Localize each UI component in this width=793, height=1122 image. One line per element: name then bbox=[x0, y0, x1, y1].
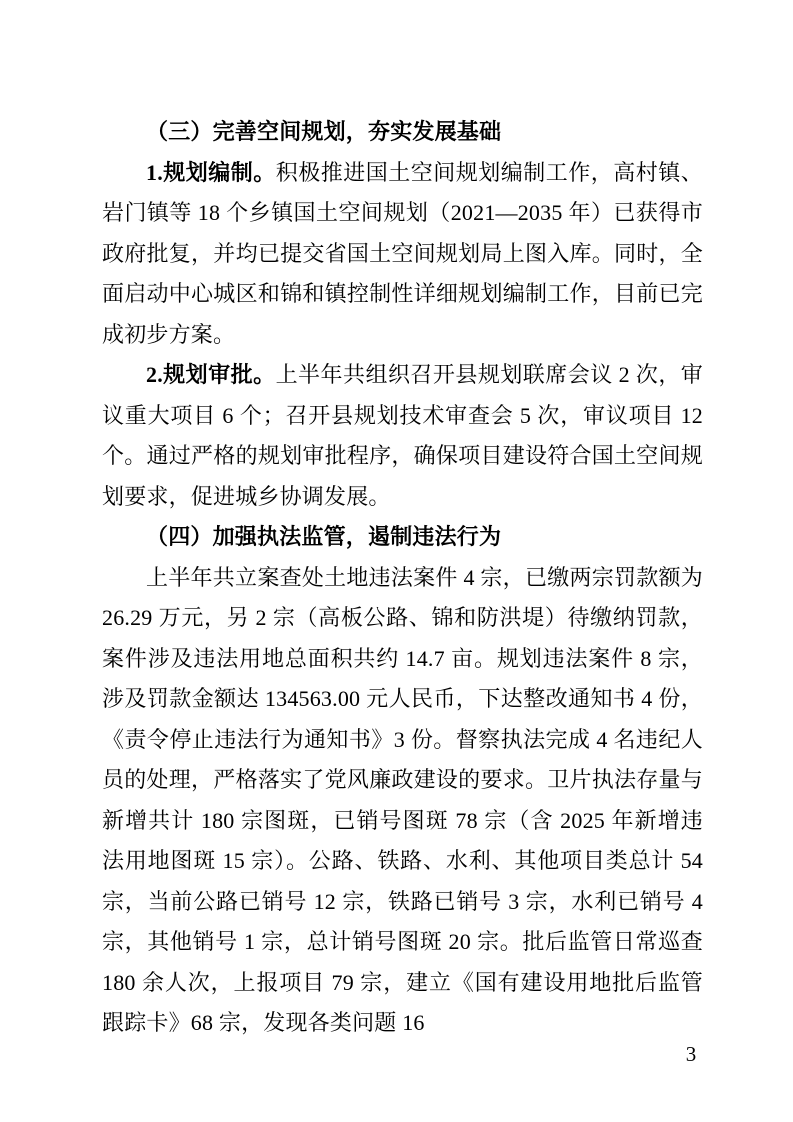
section-heading-3: （三）完善空间规划，夯实发展基础 bbox=[146, 119, 502, 144]
paragraph-text-planning-compilation: 积极推进国土空间规划编制工作，高村镇、岩门镇等 18 个乡镇国土空间规划（2021—2035 年）已获得市政府批复，并均已提交省国土空间规划局上图入库。同时，全面启动中心城区和锦和镇控制性详细规划编制工作，目前已完成初步方案。 bbox=[102, 159, 703, 347]
paragraph-lead-planning-compilation: 1.规划编制。 bbox=[146, 159, 276, 185]
document-body bbox=[102, 112, 703, 1044]
section-heading-4: （四）加强执法监管，遏制违法行为 bbox=[146, 524, 502, 549]
paragraph-planning-compilation bbox=[102, 153, 703, 356]
paragraph-text-planning-approval: 上半年共组织召开县规划联席会议 2 次，审议重大项目 6 个；召开县规划技术审查会 5 次，审议项目 12 个。通过严格的规划审批程序，确保项目建设符合国土空间规划要求，促进城乡协调发展。 bbox=[102, 362, 704, 509]
page-number: 3 bbox=[685, 1042, 697, 1066]
paragraph-lead-planning-approval: 2.规划审批。 bbox=[146, 362, 276, 387]
paragraph-text-law-enforcement: 上半年共立案查处土地违法案件 4 宗，已缴两宗罚款额为 26.29 万元，另 2 宗（高板公路、锦和防洪堤）待缴纳罚款，案件涉及违法用地总面积共约 14.7 亩。规划违法案件 8 宗，涉及罚款金额达 134563.00 元人民币，下达整改通知书 4 份，《责令停止违法行为通知书》3 份。督察执法完成 4 名违纪人员的处理，严格落实了党风廉政建设的要求。卫片执法存量与新增共计 180 宗图斑，已销号图斑 78 宗（含 2025 年新增违法用地图斑 15 宗）。公路、铁路、水利、其他项目类总计 54 宗，当前公路已销号 12 宗，铁路已销号 3 宗，水利已销号 4 宗，其他销号 1 宗，总计销号图斑 20 宗。批后监管日常巡查 180 余人次，上报项目 79 宗，建立《国有建设用地批后监管跟踪卡》68 宗，发现各类问题 16 bbox=[102, 564, 703, 1035]
paragraph-planning-approval bbox=[102, 355, 703, 517]
paragraph-law-enforcement bbox=[102, 558, 703, 1044]
